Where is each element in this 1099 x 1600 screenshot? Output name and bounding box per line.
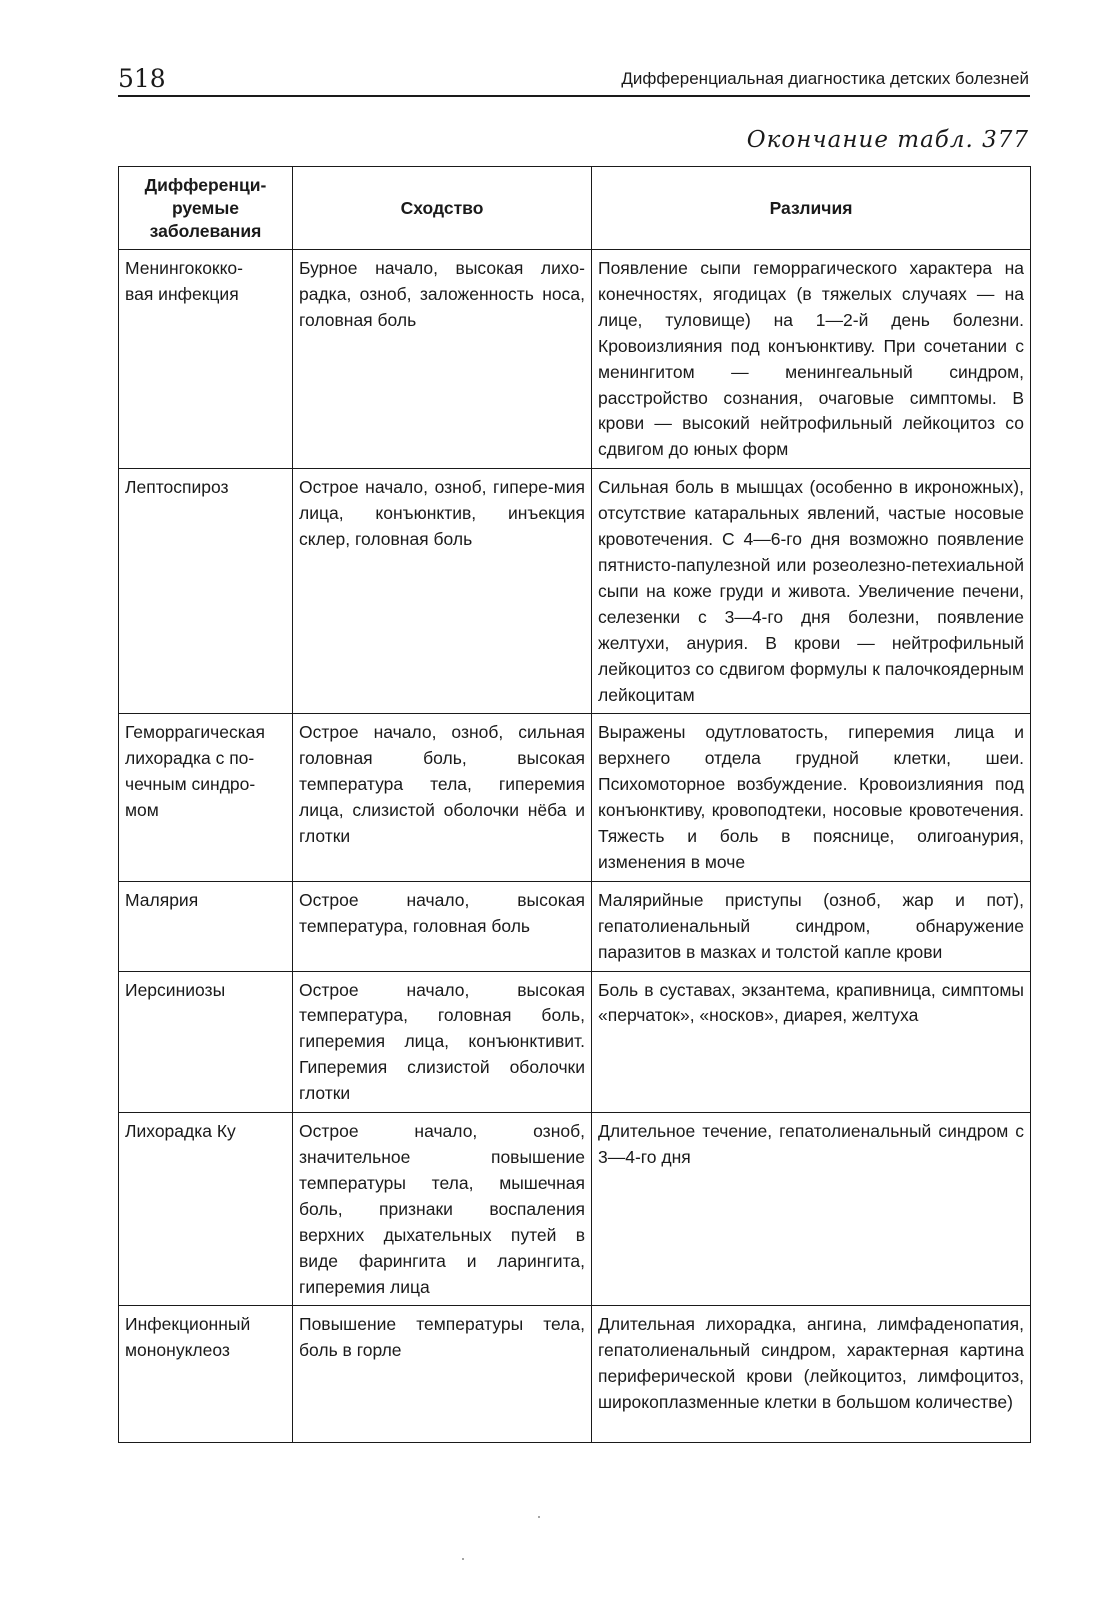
- disease-cell: Малярия: [119, 881, 293, 971]
- disease-cell: Инфекционный мононуклеоз: [119, 1306, 293, 1443]
- table-row: [119, 1306, 1031, 1443]
- table-row: [119, 714, 1031, 881]
- differences-cell: Сильная боль в мышцах (особенно в икроножных), отсутствие катаральных явлений, частые носовые кровотечения. С 4—6-го дня возможно появление пятнисто-папулезной или розеолезно-петехиальной сыпи на коже груди и живота. Увеличение печени, селезенки с 3—4-го дня болезни, появление желтухи, анурия. В крови — нейтрофильный лейкоцитоз со сдвигом формулы к палочкоядерным лейкоцитам: [592, 469, 1031, 714]
- differential-diagnosis-table: [118, 166, 1031, 1443]
- table-row: [119, 250, 1031, 469]
- disease-cell: Лихорадка Ку: [119, 1113, 293, 1306]
- differences-cell: Малярийные приступы (озноб, жар и пот), гепатолиенальный синдром, обнаружение паразитов в мазках и толстой капле крови: [592, 881, 1031, 971]
- header-rule: [118, 95, 1030, 97]
- similarity-cell: Острое начало, озноб, гипере-мия лица, конъюнктив, инъекция склер, головная боль: [293, 469, 592, 714]
- differences-cell: Длительное течение, гепатолиенальный синдром с 3—4-го дня: [592, 1113, 1031, 1306]
- table-header-row: [119, 167, 1031, 250]
- disease-cell: Иерсиниозы: [119, 971, 293, 1113]
- table-row: [119, 1113, 1031, 1306]
- differences-cell: Выражены одутловатость, гиперемия лица и верхнего отдела грудной клетки, шеи. Психомоторное возбуждение. Кровоизлияния под конъюнктиву, кровоподтеки, носовые кровотечения. Тяжесть и боль в пояснице, олигоанурия, изменения в моче: [592, 714, 1031, 881]
- similarity-cell: Острое начало, озноб, сильная головная боль, высокая температура тела, гиперемия лица, слизистой оболочки нёба и глотки: [293, 714, 592, 881]
- differences-cell: Длительная лихорадка, ангина, лимфаденопатия, гепатолиенальный синдром, характерная картина периферической крови (лейкоцитоз, лимфоцитоз, широкоплазменные клетки в большом количестве): [592, 1306, 1031, 1443]
- similarity-cell: Острое начало, высокая температура, головная боль, гиперемия лица, конъюнктивит. Гиперемия слизистой оболочки глотки: [293, 971, 592, 1113]
- table-caption: Окончание табл. 377: [746, 127, 1029, 153]
- running-title: Дифференциальная диагностика детских болезней: [621, 69, 1029, 88]
- similarity-cell: Повышение температуры тела, боль в горле: [293, 1306, 592, 1443]
- column-header-differences: Различия: [592, 167, 1031, 250]
- disease-cell: Геморрагическая лихорадка с по- чечным синдро- мом: [119, 714, 293, 881]
- table-row: [119, 881, 1031, 971]
- disease-cell: Лептоспироз: [119, 469, 293, 714]
- column-header-similarity: Сходство: [293, 167, 592, 250]
- similarity-cell: Острое начало, озноб, значительное повышение температуры тела, мышечная боль, признаки воспаления верхних дыхательных путей в виде фарингита и ларингита, гиперемия лица: [293, 1113, 592, 1306]
- table-row: [119, 971, 1031, 1113]
- disease-cell: Менингококко- вая инфекция: [119, 250, 293, 469]
- column-header-diseases: Дифференци- руемые заболевания: [119, 167, 293, 250]
- differences-cell: Появление сыпи геморрагического характера на конечностях, ягодицах (в тяжелых случаях — на лице, туловище) на 1—2-й день болезни. Кровоизлияния под конъюнктиву. При сочетании с менингитом — менингеальный синдром, расстройство сознания, очаговые симптомы. В крови — высокий нейтрофильный лейкоцитоз со сдвигом до юных форм: [592, 250, 1031, 469]
- table-row: [119, 469, 1031, 714]
- scan-speck: [538, 1516, 540, 1518]
- similarity-cell: Бурное начало, высокая лихо-радка, озноб, заложенность носа, головная боль: [293, 250, 592, 469]
- differences-cell: Боль в суставах, экзантема, крапивница, симптомы «перчаток», «носков», диарея, желтуха: [592, 971, 1031, 1113]
- similarity-cell: Острое начало, высокая температура, головная боль: [293, 881, 592, 971]
- scan-speck: [462, 1558, 464, 1560]
- page-number: 518: [118, 64, 166, 93]
